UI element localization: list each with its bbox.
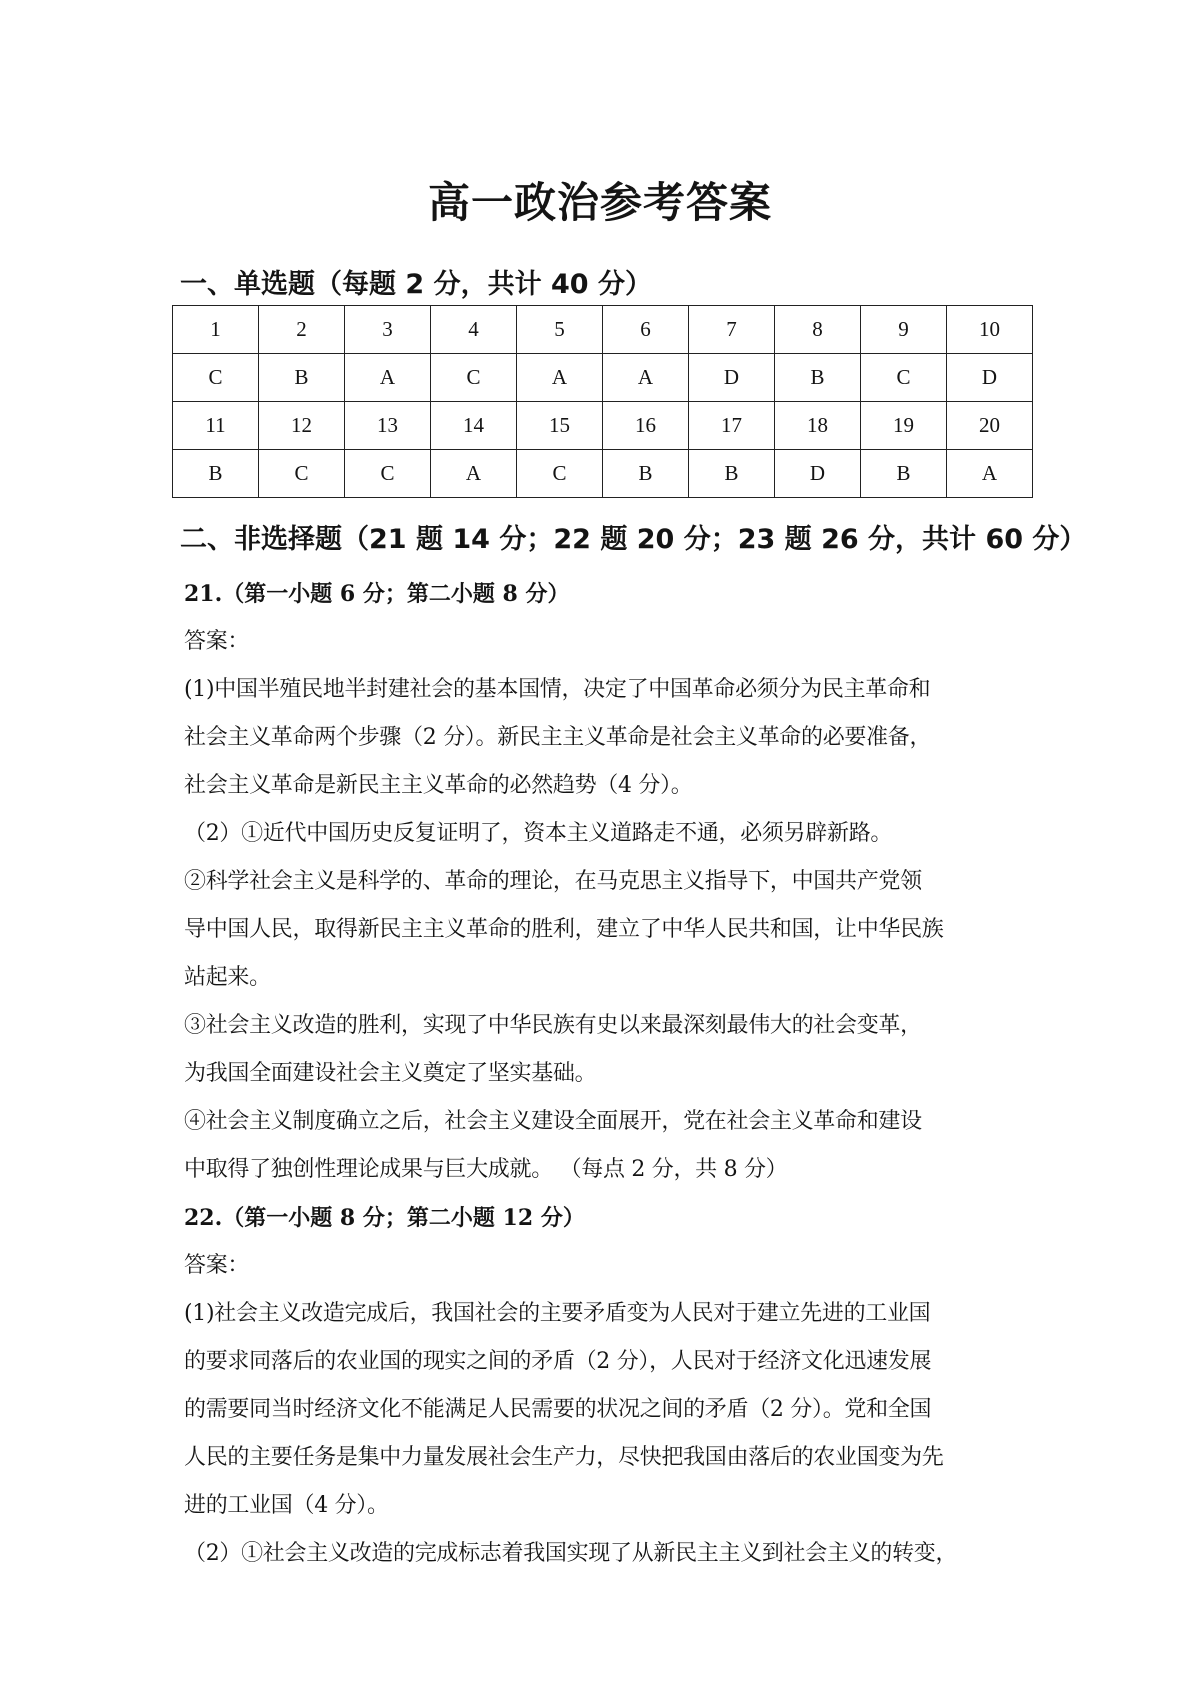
- table-cell: D: [689, 354, 775, 402]
- table-cell: 20: [947, 402, 1033, 450]
- section-heading-non-choice: 二、非选择题（21 题 14 分；22 题 20 分；23 题 26 分，共计 60 分）: [180, 524, 1087, 555]
- table-cell: 12: [259, 402, 345, 450]
- answer-line: （2）①社会主义改造的完成标志着我国实现了从新民主主义到社会主义的转变，: [184, 1541, 958, 1566]
- table-cell: 13: [345, 402, 431, 450]
- table-cell: A: [947, 450, 1033, 498]
- table-cell: 10: [947, 306, 1033, 354]
- table-cell: D: [947, 354, 1033, 402]
- table-cell: 4: [431, 306, 517, 354]
- table-cell: 18: [775, 402, 861, 450]
- table-cell: 15: [517, 402, 603, 450]
- table-cell: A: [517, 354, 603, 402]
- answer-table: [172, 305, 1033, 498]
- answer-line: 的要求同落后的农业国的现实之间的矛盾（2 分），人民对于经济文化迅速发展: [184, 1349, 932, 1374]
- answer-line: ②科学社会主义是科学的、革命的理论，在马克思主义指导下，中国共产党领: [184, 869, 922, 894]
- answer-line: (1)社会主义改造完成后，我国社会的主要矛盾变为人民对于建立先进的工业国: [184, 1301, 931, 1326]
- question-heading: 22.（第一小题 8 分；第二小题 12 分）: [184, 1205, 585, 1231]
- question-heading: 21.（第一小题 6 分；第二小题 8 分）: [184, 581, 570, 607]
- table-cell: A: [345, 354, 431, 402]
- table-cell: 2: [259, 306, 345, 354]
- table-cell: C: [517, 450, 603, 498]
- answer-line: 答案：: [184, 629, 250, 654]
- table-cell: 19: [861, 402, 947, 450]
- answer-line: 为我国全面建设社会主义奠定了坚实基础。: [184, 1061, 597, 1086]
- answer-line: 人民的主要任务是集中力量发展社会生产力，尽快把我国由落后的农业国变为先: [184, 1445, 944, 1470]
- table-cell: C: [861, 354, 947, 402]
- table-row: [173, 402, 1033, 450]
- answer-table-body: [173, 306, 1033, 498]
- table-cell: C: [431, 354, 517, 402]
- table-row: [173, 354, 1033, 402]
- table-cell: C: [173, 354, 259, 402]
- table-cell: C: [345, 450, 431, 498]
- answer-line: 的需要同当时经济文化不能满足人民需要的状况之间的矛盾（2 分）。党和全国: [184, 1397, 932, 1422]
- table-cell: 8: [775, 306, 861, 354]
- answer-line: 社会主义革命是新民主主义革命的必然趋势（4 分）。: [184, 773, 693, 798]
- table-row: [173, 450, 1033, 498]
- answer-line: （2）①近代中国历史反复证明了，资本主义道路走不通，必须另辟新路。: [184, 821, 893, 846]
- table-cell: 7: [689, 306, 775, 354]
- table-cell: B: [775, 354, 861, 402]
- table-cell: 11: [173, 402, 259, 450]
- table-cell: D: [775, 450, 861, 498]
- table-cell: B: [689, 450, 775, 498]
- table-cell: 5: [517, 306, 603, 354]
- answer-content: [184, 570, 1034, 1578]
- table-cell: C: [259, 450, 345, 498]
- table-cell: B: [603, 450, 689, 498]
- table-cell: B: [259, 354, 345, 402]
- answer-line: 社会主义革命两个步骤（2 分）。新民主主义革命是社会主义革命的必要准备，: [184, 725, 932, 750]
- section-heading-single-choice: 一、单选题（每题 2 分，共计 40 分）: [180, 269, 652, 300]
- answer-line: 进的工业国（4 分）。: [184, 1493, 389, 1518]
- table-row: [173, 306, 1033, 354]
- answer-line: ④社会主义制度确立之后，社会主义建设全面展开，党在社会主义革命和建设: [184, 1109, 922, 1134]
- answer-line: ③社会主义改造的胜利，实现了中华民族有史以来最深刻最伟大的社会变革，: [184, 1013, 922, 1038]
- table-cell: B: [861, 450, 947, 498]
- answer-line: 站起来。: [184, 965, 271, 990]
- table-cell: 1: [173, 306, 259, 354]
- table-cell: 3: [345, 306, 431, 354]
- table-cell: B: [173, 450, 259, 498]
- table-cell: 17: [689, 402, 775, 450]
- table-cell: 16: [603, 402, 689, 450]
- table-cell: 6: [603, 306, 689, 354]
- answer-line: 导中国人民，取得新民主主义革命的胜利，建立了中华人民共和国，让中华民族: [184, 917, 944, 942]
- answer-line: (1)中国半殖民地半封建社会的基本国情，决定了中国革命必须分为民主革命和: [184, 677, 931, 702]
- page-title: 高一政治参考答案: [427, 178, 772, 227]
- answer-line: 中取得了独创性理论成果与巨大成就。 （每点 2 分，共 8 分）: [184, 1157, 788, 1182]
- table-cell: 9: [861, 306, 947, 354]
- table-cell: A: [431, 450, 517, 498]
- table-cell: 14: [431, 402, 517, 450]
- table-cell: A: [603, 354, 689, 402]
- answer-line: 答案：: [184, 1253, 250, 1278]
